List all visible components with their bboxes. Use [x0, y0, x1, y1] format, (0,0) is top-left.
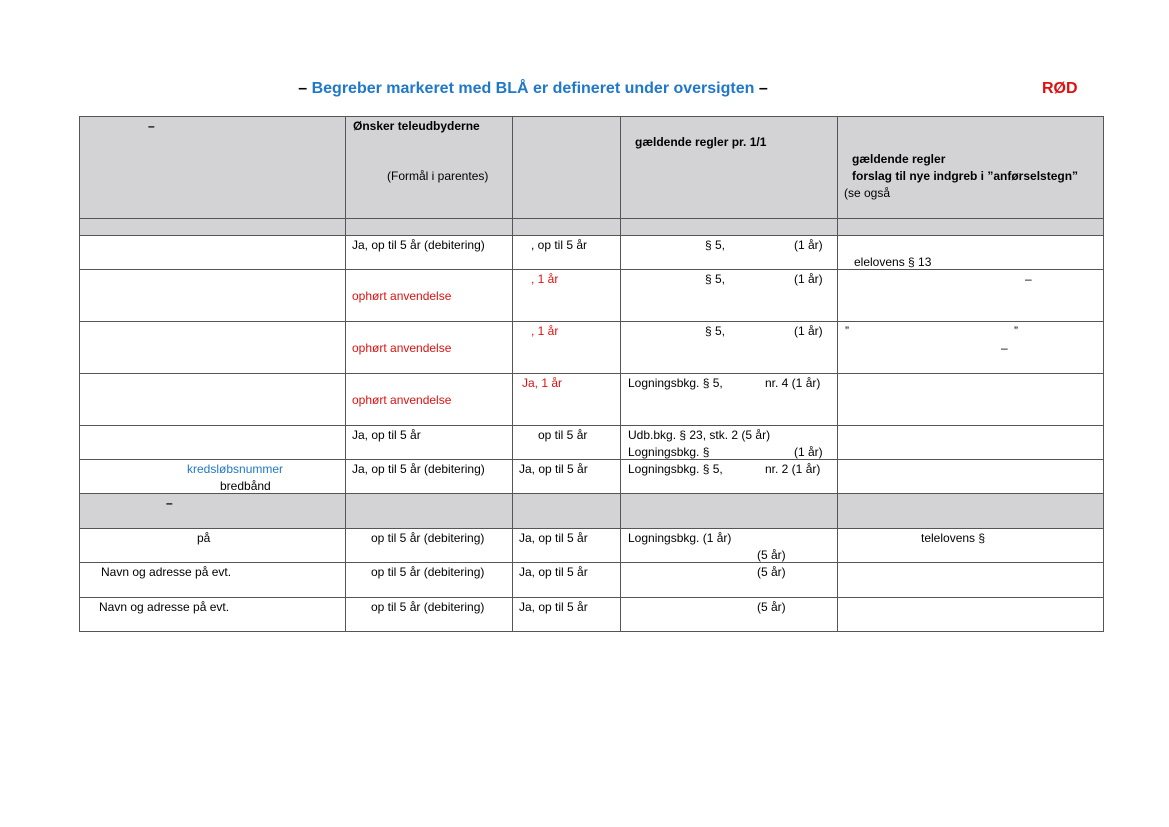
cell-text: (1 år): [794, 238, 823, 252]
table-row: [80, 426, 1104, 460]
cell-text: Ja, op til 5 år: [352, 428, 421, 442]
table-row: [80, 236, 1104, 270]
cell-text: Ja, op til 5 år: [519, 600, 588, 614]
cell-text: op til 5 år: [538, 428, 588, 442]
title-text: Begreber markeret med BLÅ er defineret under oversigten: [311, 80, 755, 97]
cell-text: –: [166, 496, 173, 510]
cell-text: Ja, op til 5 år: [519, 531, 588, 545]
cell-text: § 5,: [705, 324, 726, 338]
cell-text: (5 år): [757, 548, 786, 562]
cell-text: op til 5 år (debitering): [371, 600, 485, 614]
table-row: [80, 529, 1104, 563]
cell-text: Logningsbkg. § 5,: [628, 376, 723, 390]
cell-text: nr. 4 (1 år): [765, 376, 821, 390]
cell-text: (1 år): [794, 272, 823, 286]
cell-text: Navn og adresse på evt.: [101, 565, 232, 579]
header-col2-sub: (Formål i parentes): [387, 169, 489, 183]
cell-text: Navn og adresse på evt.: [99, 600, 230, 614]
section-row: [80, 494, 1104, 529]
cell-text: ”: [845, 324, 849, 338]
cell-text: ophørt anvendelse: [352, 289, 452, 303]
overview-table: [79, 116, 1104, 632]
cell-text: nr. 2 (1 år): [765, 462, 821, 476]
cell-text: ophørt anvendelse: [352, 341, 452, 355]
cell-text: –: [1025, 272, 1032, 286]
header-cell-2: [346, 117, 513, 219]
cell-text: (5 år): [757, 565, 786, 579]
table-row: [80, 598, 1104, 632]
cell-text: § 5,: [705, 272, 726, 286]
table-row: [80, 563, 1104, 598]
cell-text: , 1 år: [531, 272, 559, 286]
cell-text: –: [1001, 341, 1008, 355]
cell-text: Logningsbkg. §: [628, 445, 710, 459]
cell-text: på: [197, 531, 211, 545]
cell-text: Ja, 1 år: [522, 376, 563, 390]
header-cell-5: [838, 117, 1104, 219]
cell-text: Logningsbkg. § 5,: [628, 462, 723, 476]
header-cell-1: [80, 117, 346, 219]
cell-text: (5 år): [757, 600, 786, 614]
cell-text: telelovens §: [921, 531, 986, 545]
header-col5-line1: gældende regler: [852, 152, 946, 166]
table-row: [80, 374, 1104, 426]
cell-text: Ja, op til 5 år: [519, 565, 588, 579]
cell-text: bredbånd: [220, 479, 271, 493]
cell-text: , op til 5 år: [531, 238, 588, 252]
cell-text: ophørt anvendelse: [352, 393, 452, 407]
cell-text: § 5,: [705, 238, 726, 252]
table-row: [80, 270, 1104, 322]
header-col4-title: gældende regler pr. 1/1: [635, 135, 767, 149]
table-row: [80, 322, 1104, 374]
spacer-row: [80, 219, 1104, 236]
cell-text: Ja, op til 5 år (debitering): [352, 238, 485, 252]
table-row: [80, 460, 1104, 494]
title-dash-right: –: [758, 80, 768, 97]
cell-text: , 1 år: [531, 324, 559, 338]
red-label: RØD: [1042, 80, 1078, 97]
title-dash-left: –: [298, 80, 308, 97]
cell-text: kredsløbsnummer: [187, 462, 284, 476]
cell-text: ”: [1014, 324, 1018, 338]
header-cell-3: [513, 117, 621, 219]
cell-text: (1 år): [794, 445, 823, 459]
header-col5-line2: forslag til nye indgreb i ”anførselstegn”: [852, 169, 1079, 183]
header-col2-title: Ønsker teleudbyderne: [353, 119, 480, 133]
cell-text: Logningsbkg. (1 år): [628, 531, 732, 545]
cell-text: op til 5 år (debitering): [371, 565, 485, 579]
header-row: [80, 117, 1104, 219]
cell-text: elelovens § 13: [854, 255, 932, 269]
cell-text: Udb.bkg. § 23, stk. 2 (5 år): [628, 428, 771, 442]
cell-text: Ja, op til 5 år (debitering): [352, 462, 485, 476]
header-cell-4: [621, 117, 838, 219]
cell-text: Ja, op til 5 år: [519, 462, 588, 476]
cell-text: op til 5 år (debitering): [371, 531, 485, 545]
cell-text: (1 år): [794, 324, 823, 338]
header-col5-line3: (se også: [844, 186, 891, 200]
header-dash: –: [148, 119, 155, 133]
